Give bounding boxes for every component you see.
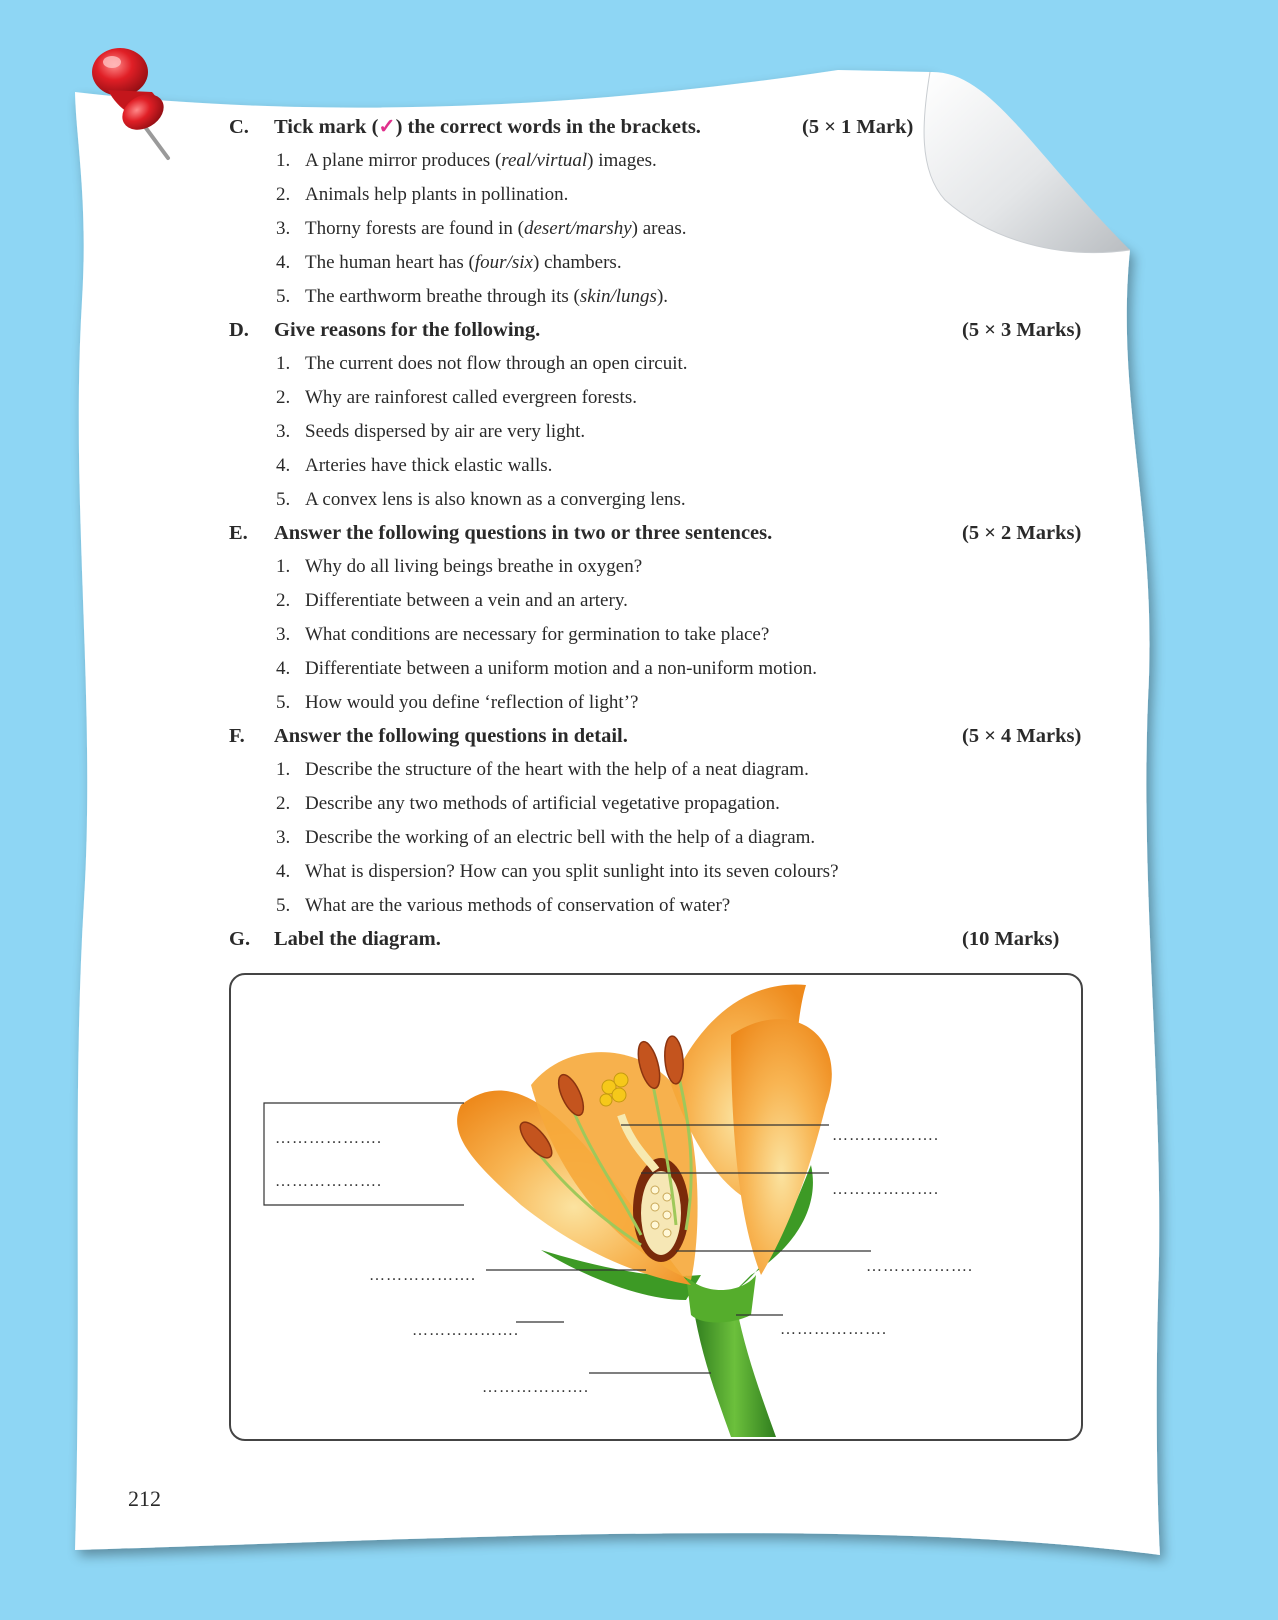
section-f <box>229 719 1099 923</box>
question-number: 2. <box>276 184 291 205</box>
section-letter: G. <box>229 928 251 950</box>
question-text: Differentiate between a vein and an artery. <box>305 590 628 611</box>
text-part: ). <box>656 286 669 307</box>
question-item <box>229 787 1099 821</box>
question-text: Describe the working of an electric bell with the help of a diagram. <box>305 827 816 848</box>
question-item <box>229 415 1099 449</box>
label-blank[interactable]: ………………. <box>866 1258 973 1275</box>
section-title <box>274 110 701 144</box>
section-marks: (5 × 2 Marks) <box>962 522 1082 544</box>
option-words: desert/marshy <box>523 218 632 239</box>
section-e-heading <box>229 516 1099 550</box>
question-number: 2. <box>276 590 291 611</box>
question-item <box>229 652 1099 686</box>
question-number: 4. <box>276 252 291 273</box>
question-text: Arteries have thick elastic walls. <box>305 455 553 476</box>
question-text: How would you define ‘reflection of light’? <box>305 692 639 713</box>
question-text: Why are rainforest called evergreen forests. <box>305 387 637 408</box>
question-item <box>229 483 1099 517</box>
section-marks: (10 Marks) <box>962 928 1060 950</box>
question-text: What conditions are necessary for germination to take place? <box>305 624 770 645</box>
question-text: A convex lens is also known as a converging lens. <box>305 489 686 510</box>
section-marks: (5 × 1 Mark) <box>802 116 914 138</box>
question-item <box>229 855 1099 889</box>
label-blank[interactable]: ………………. <box>275 1173 382 1190</box>
question-item <box>229 584 1099 618</box>
question-number: 1. <box>276 759 291 780</box>
title-part: ) the correct words in the brackets. <box>395 116 701 138</box>
section-g <box>229 922 1099 956</box>
question-number: 3. <box>276 827 291 848</box>
section-title: Answer the following questions in detail. <box>274 725 628 747</box>
question-number: 5. <box>276 286 291 307</box>
section-title: Label the diagram. <box>274 928 441 950</box>
question-number: 4. <box>276 658 291 679</box>
question-item <box>229 753 1099 787</box>
label-blank[interactable]: ………………. <box>780 1321 887 1338</box>
section-d <box>229 313 1099 517</box>
question-text <box>305 178 568 212</box>
question-text: Describe any two methods of artificial vegetative propagation. <box>305 793 780 814</box>
question-item <box>229 618 1099 652</box>
option-words: real/virtual <box>501 150 588 171</box>
question-item <box>229 686 1099 720</box>
section-letter: D. <box>229 319 249 341</box>
section-f-heading <box>229 719 1099 753</box>
question-number: 4. <box>276 861 291 882</box>
text-part: ) images. <box>587 150 657 171</box>
label-blank[interactable]: ………………. <box>482 1379 589 1396</box>
question-item <box>229 246 1099 280</box>
section-d-heading <box>229 313 1099 347</box>
question-number: 1. <box>276 556 291 577</box>
question-text: Seeds dispersed by air are very light. <box>305 421 586 442</box>
question-text: Describe the structure of the heart with the help of a neat diagram. <box>305 759 809 780</box>
section-c <box>229 110 1099 314</box>
question-item <box>229 280 1099 314</box>
section-letter: C. <box>229 116 249 138</box>
option-words: skin/lungs <box>579 286 657 307</box>
question-text <box>305 212 686 246</box>
question-number: 2. <box>276 793 291 814</box>
section-g-heading <box>229 922 1099 956</box>
question-number: 5. <box>276 895 291 916</box>
text-part: A plane mirror produces ( <box>305 150 502 171</box>
question-number: 5. <box>276 692 291 713</box>
label-blank[interactable]: ………………. <box>832 1127 939 1144</box>
section-title: Give reasons for the following. <box>274 319 541 341</box>
section-marks: (5 × 4 Marks) <box>962 725 1082 747</box>
question-text <box>305 144 657 178</box>
flower-diagram <box>231 975 1081 1439</box>
question-text: Why do all living beings breathe in oxygen? <box>305 556 643 577</box>
question-item <box>229 449 1099 483</box>
question-number: 5. <box>276 489 291 510</box>
question-number: 1. <box>276 353 291 374</box>
label-blank[interactable]: ………………. <box>369 1267 476 1284</box>
label-blank[interactable]: ………………. <box>412 1322 519 1339</box>
question-item <box>229 144 1099 178</box>
page-number: 212 <box>128 1486 161 1511</box>
question-item <box>229 212 1099 246</box>
question-number: 3. <box>276 218 291 239</box>
question-number: 4. <box>276 455 291 476</box>
title-part: Tick mark ( <box>274 116 379 138</box>
text-part: The human heart has ( <box>305 252 475 273</box>
question-item <box>229 821 1099 855</box>
tick-mark-icon: ✓ <box>378 116 396 138</box>
text-part: The earthworm breathe through its ( <box>305 286 580 307</box>
flower-illustration <box>457 985 832 1437</box>
label-blank[interactable]: ………………. <box>832 1181 939 1198</box>
question-number: 1. <box>276 150 291 171</box>
question-text <box>305 246 622 280</box>
question-text: What are the various methods of conservation of water? <box>305 895 731 916</box>
question-item <box>229 381 1099 415</box>
label-blank[interactable]: ………………. <box>275 1130 382 1147</box>
question-number: 3. <box>276 421 291 442</box>
question-text: What is dispersion? How can you split sunlight into its seven colours? <box>305 861 839 882</box>
question-text: The current does not flow through an open circuit. <box>305 353 688 374</box>
section-letter: E. <box>229 522 248 544</box>
flower-stem <box>693 1305 776 1437</box>
question-text <box>305 280 668 314</box>
section-letter: F. <box>229 725 245 747</box>
question-number: 2. <box>276 387 291 408</box>
question-number: 3. <box>276 624 291 645</box>
question-item <box>229 550 1099 584</box>
text-part: ) chambers. <box>532 252 622 273</box>
section-c-heading <box>229 110 1099 144</box>
question-text: Differentiate between a uniform motion and a non-uniform motion. <box>305 658 817 679</box>
question-item <box>229 178 1099 212</box>
text-part: Animals help plants in pollination. <box>305 184 569 205</box>
text-part: Thorny forests are found in ( <box>305 218 524 239</box>
question-item <box>229 347 1099 381</box>
diagram-box <box>229 973 1083 1441</box>
section-marks: (5 × 3 Marks) <box>962 319 1082 341</box>
option-words: four/six <box>474 252 533 273</box>
section-title: Answer the following questions in two or three sentences. <box>274 522 773 544</box>
text-part: ) areas. <box>631 218 687 239</box>
section-e <box>229 516 1099 720</box>
question-item <box>229 889 1099 923</box>
